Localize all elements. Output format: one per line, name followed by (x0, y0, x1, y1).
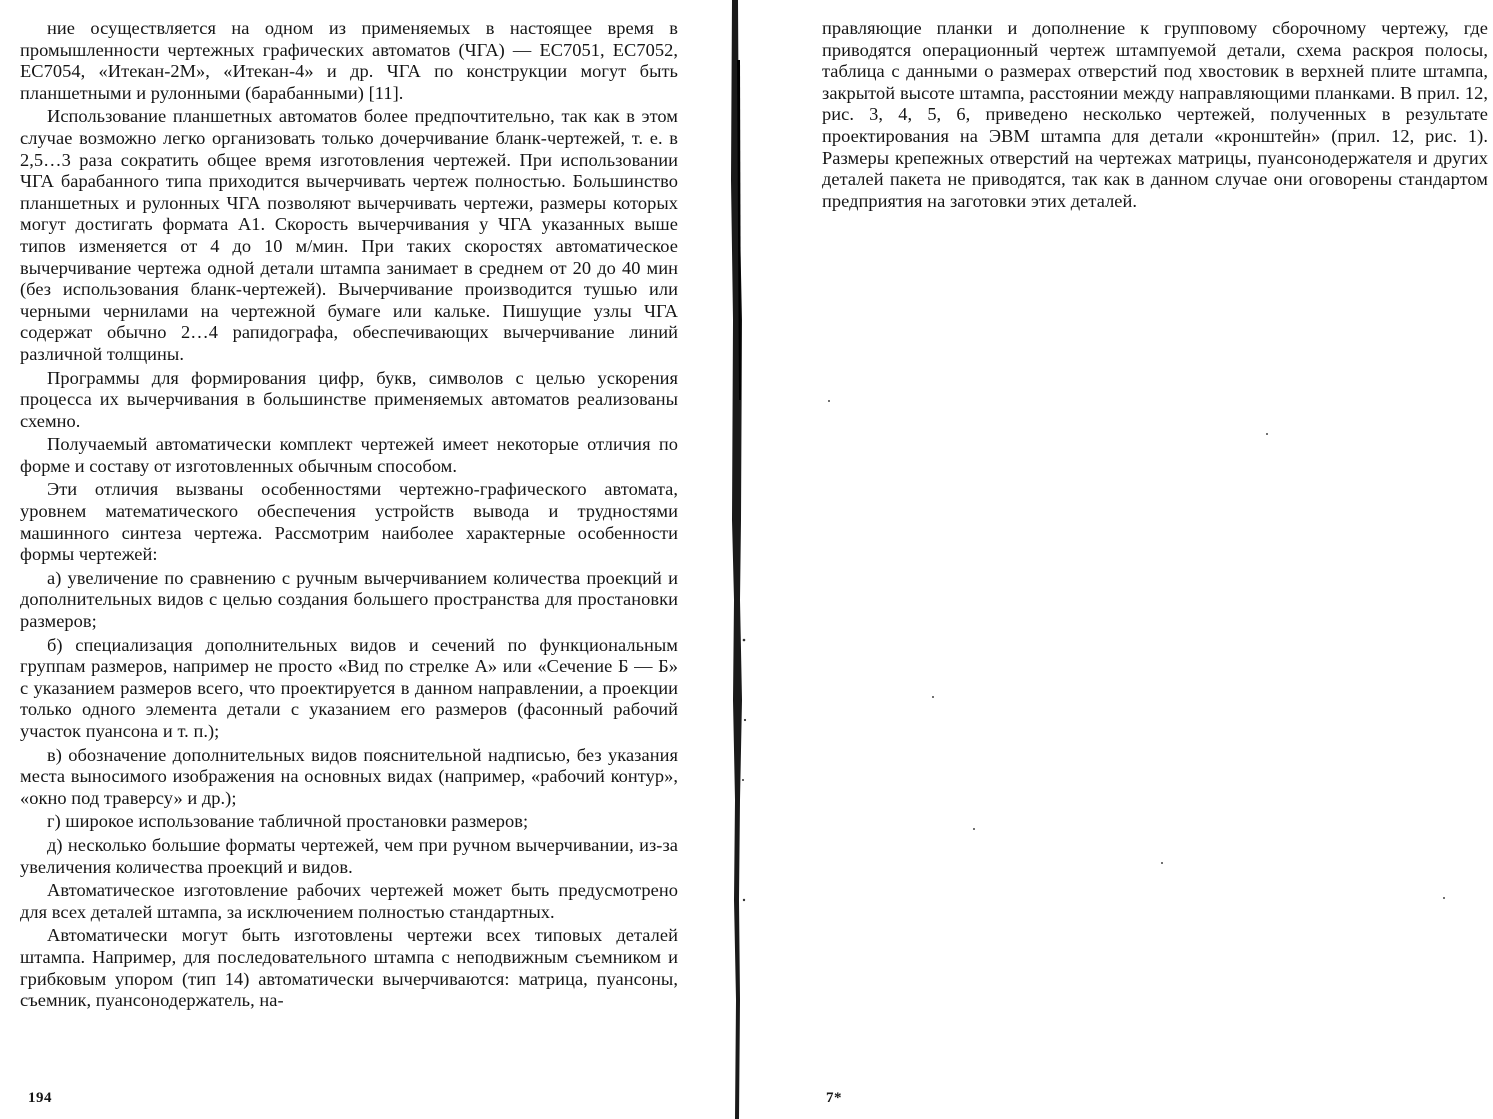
scan-speck (932, 696, 934, 698)
paragraph: ние осуществляется на одном из применяемых в настоящее время в промышленности чертежных графических автоматов (ЧГА) — ЕС7051, ЕС7052, ЕС7054, «Итекан-2М», «Итекан-4» и др. ЧГА по конструкции могут быть планшетными и рулонными (барабанными) [11]. (20, 18, 678, 103)
list-item: а) увеличение по сравнению с ручным вычерчиванием количества проекций и дополнительных видов с целью создания большего пространства для простановки размеров; (20, 567, 678, 632)
paragraph: Использование планшетных автоматов более предпочтительно, так как в этом случае возможно легко организовать только дочерчивание бланк-чертежей, т. е. в 2,5…3 раза сократить общее время изготовления чертежей. При использовании ЧГА барабанного типа приходится вычерчивать чертеж полностью. Большинство планшетных и рулонных ЧГА позволяют вычерчивать чертежи, размеры которых могут достигать формата А1. Скорость вычерчивания у ЧГА указанных выше типов изменяется от 4 до 10 м/мин. При таких скоростях автоматическое вычерчивание чертежа одной детали штампа занимает в среднем от 20 до 40 мин (без использования бланк-чертежей). Вычерчивание производится тушью или черными чернилами на чертежной бумаге или кальке. Пишущие узлы ЧГА содержат обычно 2…4 рапидографа, обеспечивающих вычерчивание линий различной толщины. (20, 106, 678, 364)
list-item: в) обозначение дополнительных видов пояснительной надписью, без указания места выносимого изображения на основных видах (например, «рабочий контур», «окно под траверсу» и др.); (20, 744, 678, 808)
right-text-column (822, 18, 1488, 212)
book-spine-shadow (728, 0, 752, 1119)
paragraph: Автоматически могут быть изготовлены чертежи всех типовых деталей штампа. Например, для последовательного штампа с неподвижным съемником и грибковым упором (тип 14) автоматически вычерчиваются: матрица, пуансоны, съемник, пуансонодержатель, на- (20, 925, 678, 1011)
page-number: 194 (28, 1090, 52, 1106)
left-page (0, 0, 725, 1119)
scan-speck (828, 400, 830, 402)
left-text-column (20, 18, 678, 1012)
scan-speck (973, 828, 975, 830)
list-item: г) широкое использование табличной простановки размеров; (47, 811, 529, 832)
paragraph: Эти отличия вызваны особенностями чертежно-графического автомата, уровнем математического обеспечения устройств вывода и трудностями машинного синтеза чертежа. Рассмотрим наиболее характерные особенности формы чертежей: (20, 479, 678, 565)
list-item: б) специализация дополнительных видов и сечений по функциональным группам размеров, например не просто «Вид по стрелке А» или «Сечение Б — Б» с указанием размеров всего, что проектируется в данном направлении, а проекции только одного элемента детали с указанием его размеров (фасонный рабочий участок пуансона и т. п.); (20, 634, 678, 741)
page-number: 7* (826, 1090, 842, 1106)
right-page (760, 0, 1493, 1119)
paragraph: Получаемый автоматически комплект чертежей имеет некоторые отличия по форме и составу от изготовленных обычным способом. (20, 434, 678, 476)
scan-speck (1443, 897, 1445, 899)
scan-speck (1266, 433, 1268, 435)
scan-speck (1161, 862, 1163, 864)
paragraph: правляющие планки и дополнение к групповому сборочному чертежу, где приводятся операционный чертеж штампуемой детали, схема раскроя полосы, таблица с данными о размерах отверстий под хвостовик в верхней плите штампа, закрытой высоте штампа, расстоянии между направляющими планками. В прил. 12, рис. 3, 4, 5, 6, приведено несколько чертежей, полученных в результате проектирования на ЭВМ штампа для детали «кронштейн» (прил. 12, рис. 1). Размеры крепежных отверстий на чертежах матрицы, пуансонодержателя и других деталей пакета не приводятся, так как в данном случае они оговорены стандартом предприятия на заготовки этих деталей. (822, 18, 1488, 211)
list-item: д) несколько большие форматы чертежей, чем при ручном вычерчивании, из-за увеличения количества проекций и видов. (20, 834, 678, 877)
paragraph: Программы для формирования цифр, букв, символов с целью ускорения процесса их вычерчивания в большинстве применяемых автоматов реализованы схемно. (20, 367, 678, 431)
paragraph: Автоматическое изготовление рабочих чертежей может быть предусмотрено для всех деталей штампа, за исключением полностью стандартных. (20, 880, 678, 922)
